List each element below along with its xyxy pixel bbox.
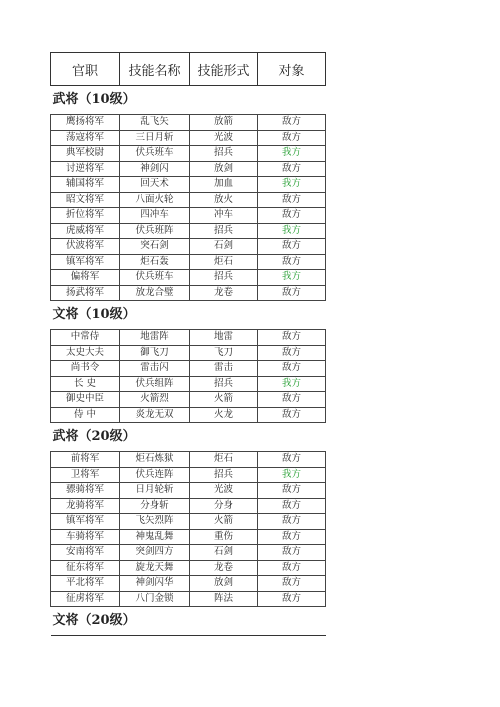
skill-type-cell[interactable]: 龙卷 — [190, 560, 258, 576]
skill-type-cell[interactable]: 火箭 — [190, 392, 258, 408]
skill-type-cell[interactable]: 火龙 — [190, 407, 258, 423]
skill-name-cell[interactable]: 伏兵班阵 — [120, 223, 190, 239]
target-cell[interactable]: 我方 — [258, 467, 326, 483]
skill-name-cell[interactable]: 炎龙无双 — [120, 407, 190, 423]
rank-cell[interactable]: 征虏将军 — [51, 591, 120, 607]
target-cell[interactable]: 敌方 — [258, 239, 326, 255]
rank-cell[interactable]: 荡寇将军 — [51, 130, 120, 146]
rank-cell[interactable]: 征东将军 — [51, 560, 120, 576]
header-cell-skill-type[interactable]: 技能形式 — [190, 53, 258, 86]
skill-name-cell[interactable]: 回天术 — [120, 177, 190, 193]
skill-type-cell[interactable]: 阵法 — [190, 591, 258, 607]
rank-cell[interactable]: 辅国将军 — [51, 177, 120, 193]
table-row — [51, 483, 326, 499]
table-row — [51, 514, 326, 530]
rank-cell[interactable]: 太史大夫 — [51, 345, 120, 361]
table-row — [51, 177, 326, 193]
table-row — [51, 529, 326, 545]
target-cell[interactable]: 敌方 — [258, 361, 326, 377]
table-row — [51, 591, 326, 607]
table-row — [51, 467, 326, 483]
rank-cell[interactable]: 偏将军 — [51, 270, 120, 286]
table-row — [51, 239, 326, 255]
target-cell[interactable]: 敌方 — [258, 498, 326, 514]
skill-type-cell[interactable]: 炬石 — [190, 452, 258, 468]
table-row — [51, 560, 326, 576]
skill-name-cell[interactable]: 日月轮斩 — [120, 483, 190, 499]
skill-type-cell[interactable]: 飞刀 — [190, 345, 258, 361]
section-header-row — [51, 86, 326, 115]
table-row — [51, 545, 326, 561]
skill-type-cell[interactable]: 放剑 — [190, 576, 258, 592]
target-cell[interactable]: 敌方 — [258, 407, 326, 423]
table-row — [51, 254, 326, 270]
section-title[interactable]: 文将（20级） — [51, 607, 326, 636]
table-row — [51, 192, 326, 208]
skill-type-cell[interactable]: 石剑 — [190, 239, 258, 255]
skill-type-cell[interactable]: 龙卷 — [190, 285, 258, 301]
skill-type-cell[interactable]: 招兵 — [190, 376, 258, 392]
skill-name-cell[interactable]: 伏兵班车 — [120, 146, 190, 162]
rank-cell[interactable]: 镇军将军 — [51, 514, 120, 530]
rank-cell[interactable]: 典军校尉 — [51, 146, 120, 162]
section-title[interactable]: 武将（10级） — [51, 86, 326, 115]
skill-type-cell[interactable]: 分身 — [190, 498, 258, 514]
table-row — [51, 146, 326, 162]
rank-cell[interactable]: 鹰扬将军 — [51, 115, 120, 131]
table-row — [51, 285, 326, 301]
skill-name-cell[interactable]: 炬石轰 — [120, 254, 190, 270]
rank-cell[interactable]: 龙骑将军 — [51, 498, 120, 514]
section-title[interactable]: 武将（20级） — [51, 423, 326, 452]
skill-type-cell[interactable]: 加血 — [190, 177, 258, 193]
target-cell[interactable]: 敌方 — [258, 560, 326, 576]
skill-table — [50, 52, 326, 636]
target-cell[interactable]: 敌方 — [258, 514, 326, 530]
table-row — [51, 452, 326, 468]
target-cell[interactable]: 敌方 — [258, 529, 326, 545]
rank-cell[interactable]: 扬武将军 — [51, 285, 120, 301]
section-header-row — [51, 607, 326, 636]
skill-type-cell[interactable]: 光波 — [190, 483, 258, 499]
skill-name-cell[interactable]: 分身斩 — [120, 498, 190, 514]
table-row — [51, 407, 326, 423]
section-title[interactable]: 文将（10级） — [51, 301, 326, 330]
table-row — [51, 330, 326, 346]
skill-name-cell[interactable]: 突石剑 — [120, 239, 190, 255]
table-row — [51, 345, 326, 361]
skill-type-cell[interactable]: 招兵 — [190, 270, 258, 286]
skill-type-cell[interactable]: 火箭 — [190, 514, 258, 530]
skill-type-cell[interactable]: 招兵 — [190, 146, 258, 162]
skill-name-cell[interactable]: 放龙合璧 — [120, 285, 190, 301]
skill-type-cell[interactable]: 光波 — [190, 130, 258, 146]
skill-type-cell[interactable]: 放火 — [190, 192, 258, 208]
skill-name-cell[interactable]: 御飞刀 — [120, 345, 190, 361]
rank-cell[interactable]: 侍 中 — [51, 407, 120, 423]
target-cell[interactable]: 敌方 — [258, 130, 326, 146]
skill-name-cell[interactable]: 神鬼乱舞 — [120, 529, 190, 545]
skill-name-cell[interactable]: 乱飞矢 — [120, 115, 190, 131]
target-cell[interactable]: 敌方 — [258, 254, 326, 270]
target-cell[interactable]: 我方 — [258, 177, 326, 193]
table-row — [51, 392, 326, 408]
target-cell[interactable]: 敌方 — [258, 345, 326, 361]
rank-cell[interactable]: 伏波将军 — [51, 239, 120, 255]
skill-type-cell[interactable]: 放剑 — [190, 161, 258, 177]
rank-cell[interactable]: 尚书令 — [51, 361, 120, 377]
target-cell[interactable]: 我方 — [258, 223, 326, 239]
rank-cell[interactable]: 折位将军 — [51, 208, 120, 224]
target-cell[interactable]: 敌方 — [258, 115, 326, 131]
table-row — [51, 115, 326, 131]
rank-cell[interactable]: 卫将军 — [51, 467, 120, 483]
rank-cell[interactable]: 昭文将军 — [51, 192, 120, 208]
skill-name-cell[interactable]: 雷击闪 — [120, 361, 190, 377]
table-row — [51, 223, 326, 239]
skill-name-cell[interactable]: 伏兵连阵 — [120, 467, 190, 483]
skill-name-cell[interactable]: 神剑闪 — [120, 161, 190, 177]
target-cell[interactable]: 敌方 — [258, 392, 326, 408]
rank-cell[interactable]: 虎威将军 — [51, 223, 120, 239]
table-row — [51, 270, 326, 286]
target-cell[interactable]: 敌方 — [258, 285, 326, 301]
skill-name-cell[interactable]: 飞矢烈阵 — [120, 514, 190, 530]
rank-cell[interactable]: 镇军将军 — [51, 254, 120, 270]
target-cell[interactable]: 敌方 — [258, 591, 326, 607]
target-cell[interactable]: 敌方 — [258, 330, 326, 346]
skill-type-cell[interactable]: 雷击 — [190, 361, 258, 377]
target-cell[interactable]: 我方 — [258, 146, 326, 162]
skill-type-cell[interactable]: 招兵 — [190, 223, 258, 239]
target-cell[interactable]: 我方 — [258, 270, 326, 286]
table-row — [51, 130, 326, 146]
table-row — [51, 208, 326, 224]
skill-type-cell[interactable]: 冲车 — [190, 208, 258, 224]
rank-cell[interactable]: 讨逆将军 — [51, 161, 120, 177]
skill-name-cell[interactable]: 八面火轮 — [120, 192, 190, 208]
section-header-row — [51, 423, 326, 452]
rank-cell[interactable]: 御史中臣 — [51, 392, 120, 408]
skill-name-cell[interactable]: 八门金锁 — [120, 591, 190, 607]
skill-type-cell[interactable]: 炬石 — [190, 254, 258, 270]
header-row — [51, 53, 326, 86]
rank-cell[interactable]: 骠骑将军 — [51, 483, 120, 499]
skill-name-cell[interactable]: 神剑闪华 — [120, 576, 190, 592]
rank-cell[interactable]: 前将军 — [51, 452, 120, 468]
target-cell[interactable]: 我方 — [258, 376, 326, 392]
skill-name-cell[interactable]: 地雷阵 — [120, 330, 190, 346]
target-cell[interactable]: 敌方 — [258, 545, 326, 561]
skill-name-cell[interactable]: 四冲车 — [120, 208, 190, 224]
header-cell-rank[interactable]: 官职 — [51, 53, 120, 86]
skill-type-cell[interactable]: 石剑 — [190, 545, 258, 561]
table-body — [51, 86, 326, 636]
rank-cell[interactable]: 平北将军 — [51, 576, 120, 592]
header-cell-target[interactable]: 对象 — [258, 53, 326, 86]
header-cell-skill-name[interactable]: 技能名称 — [120, 53, 190, 86]
target-cell[interactable]: 敌方 — [258, 192, 326, 208]
skill-name-cell[interactable]: 突剑四方 — [120, 545, 190, 561]
table-row — [51, 161, 326, 177]
skill-type-cell[interactable]: 地雷 — [190, 330, 258, 346]
rank-cell[interactable]: 安南将军 — [51, 545, 120, 561]
skill-name-cell[interactable]: 伏兵班车 — [120, 270, 190, 286]
table-row — [51, 376, 326, 392]
rank-cell[interactable]: 长 史 — [51, 376, 120, 392]
target-cell[interactable]: 敌方 — [258, 161, 326, 177]
rank-cell[interactable]: 中常侍 — [51, 330, 120, 346]
rank-cell[interactable]: 车骑将军 — [51, 529, 120, 545]
target-cell[interactable]: 敌方 — [258, 576, 326, 592]
skill-name-cell[interactable]: 三日月斩 — [120, 130, 190, 146]
target-cell[interactable]: 敌方 — [258, 208, 326, 224]
table-row — [51, 361, 326, 377]
skill-type-cell[interactable]: 放箭 — [190, 115, 258, 131]
section-header-row — [51, 301, 326, 330]
skill-type-cell[interactable]: 重伤 — [190, 529, 258, 545]
skill-type-cell[interactable]: 招兵 — [190, 467, 258, 483]
skill-table-sheet — [50, 52, 325, 636]
skill-name-cell[interactable]: 火箭烈 — [120, 392, 190, 408]
target-cell[interactable]: 敌方 — [258, 452, 326, 468]
target-cell[interactable]: 敌方 — [258, 483, 326, 499]
table-row — [51, 498, 326, 514]
skill-name-cell[interactable]: 旋龙天舞 — [120, 560, 190, 576]
table-row — [51, 576, 326, 592]
skill-name-cell[interactable]: 炬石炼狱 — [120, 452, 190, 468]
skill-name-cell[interactable]: 伏兵组阵 — [120, 376, 190, 392]
